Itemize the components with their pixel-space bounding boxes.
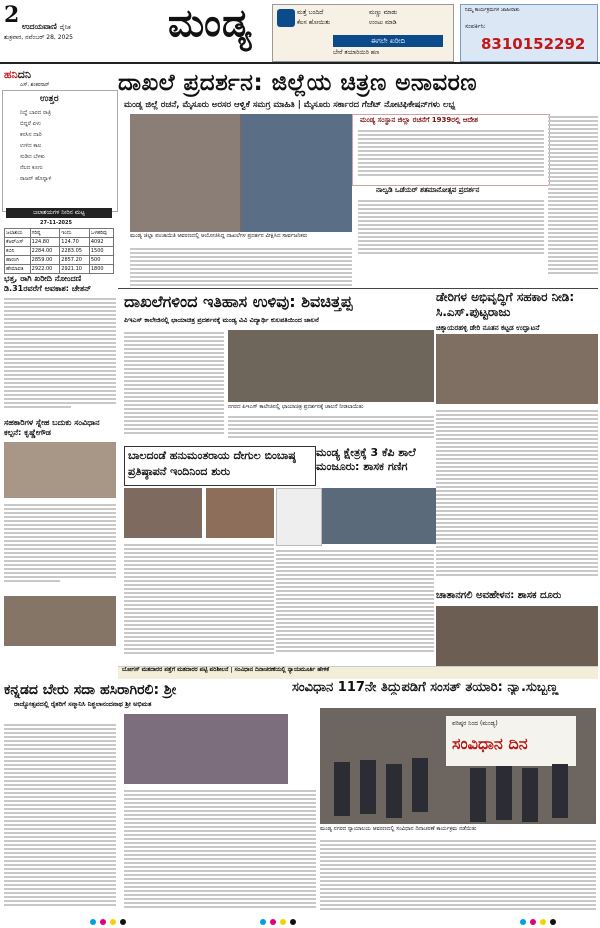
main-photo: [130, 114, 352, 232]
main-photo-caption: ಮಂಡ್ಯ ಜಿಲ್ಲಾ ಪಂಚಾಯಿತಿ ಆವರಣದಲ್ಲಿ ಆಯೋಜಿಸಿದ್ದ ದಾಖಲೆಗಳ ಪ್ರದರ್ಶನ ವೀಕ್ಷಿಸಿದ ಸಾರ್ವಜನಿಕರು: [130, 233, 308, 239]
table-cell: 2922.00: [30, 265, 60, 274]
poem-line: ನಿದ್ದೆ ಬಾರದ ರಾತ್ರಿ: [20, 110, 51, 116]
main-article-body: [130, 246, 352, 288]
story8-body: [320, 838, 596, 914]
table-cell: 2283.05: [60, 247, 90, 256]
table-cell: ಕಬಿನಿ: [5, 247, 31, 256]
table-cell: ಹೇಮಾವತಿ: [5, 265, 31, 274]
banner-top-text: ವರಿಷ್ಠರ ನಿಂದ (ಮಂಡ್ಯ): [452, 720, 498, 727]
person-figure: [334, 762, 350, 816]
reg-mark-black: [550, 919, 556, 925]
table-cell: 1500: [89, 247, 113, 256]
ad-left-text-1: ಮತ್ತೆ ಬಂದಿದೆ: [297, 9, 324, 16]
info-box-1-body: [358, 128, 544, 178]
table-cell: ಹಾರಂಗಿ: [5, 256, 31, 265]
poem-line: ಬಿದ್ದರೆ ಏಳು: [20, 121, 41, 127]
ad-left-text-3: ಮಣ್ಣು ಮಾಡು: [369, 9, 398, 16]
reg-mark-cyan: [260, 919, 266, 925]
story7-subhead: ರಾಜ್ಯೋತ್ಸವದಲ್ಲಿ ರೈತರಿಗೆ ಸನ್ಮಾನಿಸಿ ನಿಶ್ಚಲಾನಂದನಾಥ ಶ್ರೀ ಅಭಿಮತ: [14, 700, 152, 708]
reservoir-table-date: 27-11-2025: [40, 220, 72, 226]
story7-headline: ಕನ್ನಡದ ಬೇರು ಸದಾ ಹಸಿರಾಗಿರಲಿ: ಶ್ರೀ: [4, 682, 177, 698]
print-registration-marks: [0, 916, 600, 928]
story3-headline: ಡೇರಿಗಳ ಅಭಿವೃದ್ಧಿಗೆ ಸಹಕಾರ ನೀಡಿ: ಸಿ.ಎಸ್.ಪುಟ್ಟರಾಜು: [436, 290, 575, 319]
logo-part-a: ಹನಿ: [4, 68, 18, 81]
person-figure: [386, 764, 402, 818]
info-box-1-title: ಮಂಡ್ಯ ಸಂಸ್ಥಾನ ಜಿಲ್ಲಾ ರಚನೆಗೆ 1939ರಲ್ಲಿ ಆದೇಶ: [360, 116, 478, 124]
story2-body-2: [228, 414, 434, 442]
left-headline-2: ಸಹಕಾರಿಗಳ ಸ್ನೇಹ ಬದುಕು ಸಂವಿಧಾನ ಕಲ್ಪನೆ: ಕೃಷ್ಣೇಗೌಡ: [4, 418, 100, 437]
story4-photo-1: [124, 488, 202, 538]
table-cell: 2859.00: [30, 256, 60, 265]
story6-headline: ಚಾತಾನಗಲಿ ಅವಹೇಳನ: ಶಾಸಕ ದೂರು: [436, 590, 562, 601]
ad-logo-icon: [277, 9, 295, 27]
story2-headline: ದಾಖಲೆಗಳಿಂದ ಇತಿಹಾಸ ಉಳಿವು: ಶಿವಚಿತ್ತಪ್ಪ: [124, 292, 353, 311]
story3-photo: [436, 334, 598, 404]
person-figure: [522, 768, 538, 822]
ad-left-text-4: ಉಂಟು ಮಾಡಿ: [369, 19, 397, 26]
reg-mark-magenta: [530, 919, 536, 925]
main-photo-left: [130, 114, 240, 232]
reg-mark-yellow: [280, 919, 286, 925]
honey-dani-logo: [4, 68, 31, 82]
masthead-rule: [0, 62, 600, 64]
info-box-2-title: ನಾಲ್ವಡಿ ಒಡೆಯರ್ ಶತಮಾನೋತ್ಸವ ಪ್ರದರ್ಶನ: [376, 186, 480, 194]
poem-line: ಉಳಿದ ಕಾಲ: [20, 143, 42, 149]
logo-part-b: ದನಿ: [17, 68, 31, 81]
story7-body: [124, 788, 316, 912]
table-cell: 2284.00: [30, 247, 60, 256]
poem-lines: [20, 108, 112, 185]
reg-mark-yellow: [540, 919, 546, 925]
reservoir-table-title: ಜಲಾಶಯಗಳ ನೀರಿನ ಮಟ್ಟ: [6, 208, 112, 218]
person-figure: [470, 768, 486, 822]
story5-photo: [322, 488, 436, 544]
reservoir-table: [4, 228, 114, 274]
left-article-body-1: [4, 296, 116, 414]
story2-subhead: ಪಿಇಎಸ್ ಕಾಲೇಜಿನಲ್ಲಿ ಛಾಯಾಚಿತ್ರ ಪ್ರದರ್ಶನಕ್ಕೆ ಮಂಡ್ಯ ವಿವಿ ವಿದ್ಯಾರ್ಥಿ ಕುಲಪತಿಯಿಂದ ಚಾಲನೆ: [124, 316, 319, 324]
story8-photo-caption: ಮಂಡ್ಯ ನಗರದ ನ್ಯಾಯಾಲಯ ಆವರಣದಲ್ಲಿ ಸಂವಿಧಾನ ದಿನಾಚರಣೆ ಕಾರ್ಯಕ್ರಮ ನಡೆಯಿತು: [320, 826, 477, 832]
reg-mark-yellow: [110, 919, 116, 925]
paper-suffix: ದೈನಿಕ: [59, 24, 71, 31]
story3-subhead: ಚಿಕ್ಕಾಯರಹಳ್ಳಿ ಡೇರಿ ನೂತನ ಕಟ್ಟಡ ಉದ್ಘಾಟನೆ: [436, 324, 540, 332]
reg-mark-black: [120, 919, 126, 925]
story4-inset: [276, 488, 322, 546]
ad-left-button: ಈಗಲೇ ಖರೀದಿ: [333, 35, 443, 47]
table-cell: 500: [89, 256, 113, 265]
main-photo-right: [242, 114, 352, 232]
story7-photo: [124, 714, 288, 784]
table-cell: 2857.20: [60, 256, 90, 265]
poem-line: ಸುಡಿದ ಬೆಳಕು: [20, 154, 45, 160]
person-figure: [360, 760, 376, 814]
table-cell: ಕೆಆರ್‌ಎಸ್: [5, 238, 31, 247]
story2-body-1: [124, 330, 224, 442]
page-number: 2: [4, 2, 20, 28]
main-headline: ದಾಖಲೆ ಪ್ರದರ್ಶನ: ಜಿಲ್ಲೆಯ ಚಿತ್ರಣ ಅನಾವರಣ: [118, 70, 478, 96]
story5-headline: ಮಂಡ್ಯ ಕ್ಷೇತ್ರಕ್ಕೆ 3 ಕೆಪಿ ಶಾಲೆ ಮಂಜೂರು: ಶಾಸಕ ಗಣಿಗ: [316, 446, 416, 473]
table-header-cell: ಒಳಹರಿವು: [89, 229, 113, 238]
info-box-2-body: [358, 198, 544, 256]
advertisement-left: [272, 4, 454, 62]
table-row: [5, 247, 114, 256]
ad-left-text-2: ಕೆಲಸ ಹೋಯಿತು: [297, 19, 331, 26]
ad-right-text-1: ನಿಮ್ಮ ಕಾರ್ಯಕ್ರಮಗಳ ಜಾಹೀರಾತು: [465, 7, 520, 13]
paper-name: [22, 22, 71, 32]
story4-body: [124, 542, 274, 662]
story4-headline: ಬಾಲದಂಡೆ ಹನುಮಂತರಾಯ ದೇಗುಲ ಬಿಂಬಾಷ್ಠ ಪ್ರತಿಷ್ಠಾಪನೆ ಇಂದಿನಿಂದ ಶುರು: [128, 449, 296, 478]
story8-banner: [446, 716, 576, 766]
table-cell: 4092: [89, 238, 113, 247]
poem-line: ಕನಸಿನ ದಾರಿ: [20, 132, 42, 138]
reg-mark-black: [290, 919, 296, 925]
banner-main-text: ಸಂವಿಧಾನ ದಿನ: [452, 734, 528, 753]
left-article-body-3: [4, 722, 116, 912]
right-column-body: [548, 114, 598, 284]
table-header-cell: ಜಲಾಶಯ: [5, 229, 31, 238]
poem-line: ನೆಲದ ಕೂಗು: [20, 165, 43, 171]
story8-headline: ಸಂವಿಧಾನ 117ನೇ ತಿದ್ದುಪಡಿಗೆ ಸಂಸತ್ ತಯಾರಿ: ನ್ಯಾ.ಸುಬ್ಬಣ್ಣ: [292, 680, 559, 695]
advertisement-right: [460, 4, 598, 62]
table-cell: 124.80: [30, 238, 60, 247]
reg-mark-magenta: [100, 919, 106, 925]
left-article-body-2: [4, 502, 116, 594]
left-photo-1: [4, 442, 116, 498]
left-photo-2: [4, 596, 116, 646]
table-row: [5, 256, 114, 265]
story4-photo-2: [206, 488, 274, 538]
story2-photo: [228, 330, 434, 402]
story5-body: [276, 548, 434, 662]
reg-mark-cyan: [520, 919, 526, 925]
column-author: ಎಸ್. ಶಂಕರನಾರ್: [20, 82, 50, 88]
reg-mark-magenta: [270, 919, 276, 925]
issue-date: ಶುಕ್ರವಾರ, ನವೆಂಬರ್ 28, 2025: [4, 34, 73, 41]
ad-right-phone: 8310152292: [481, 35, 586, 53]
table-cell: 1800: [89, 265, 113, 274]
story3-body: [436, 408, 598, 588]
table-header-row: [5, 229, 114, 238]
page-city-title: ಮಂಡ್ಯ: [168, 0, 253, 45]
story6-photo: [436, 606, 598, 666]
person-figure: [412, 758, 428, 812]
main-subhead: ಮಂಡ್ಯ ಜಿಲ್ಲೆ ರಚನೆ, ಮೈಸೂರು ಅರಸರ ಆಳ್ವಿಕೆ ಸಮಗ್ರ ಮಾಹಿತಿ | ಮೈಸೂರು ಸರ್ಕಾರದ ಗೆಜೆಟ್‌ ನೋಟಿಫಿಕೇಷನ್‌ಗಳು ಲಭ್ಯ: [124, 100, 456, 110]
ad-right-text-2: ಸಂಪರ್ಕಿಸಿ:: [465, 23, 486, 30]
person-figure: [552, 764, 568, 818]
reg-mark-cyan: [90, 919, 96, 925]
ad-left-text-5: ಬೇರೆ ತಯಾರಿಯಿರಿ ಹಣ: [333, 49, 380, 56]
story8-photo: [320, 708, 596, 824]
section-divider: [118, 288, 598, 289]
table-header-cell: ಇಂದು: [60, 229, 90, 238]
table-row: [5, 238, 114, 247]
person-figure: [496, 766, 512, 820]
table-row: [5, 265, 114, 274]
poem-title: ಉತ್ತರ: [40, 94, 59, 104]
paper-title: ಉದಯವಾಣಿ: [22, 22, 57, 31]
table-cell: 124.70: [60, 238, 90, 247]
story2-photo-caption: ನಗರದ ಪಿಇಎಸ್ ಕಾಲೇಜಿನಲ್ಲಿ ಛಾಯಾಚಿತ್ರ ಪ್ರದರ್ಶನಕ್ಕೆ ಚಾಲನೆ ನೀಡಲಾಯಿತು: [228, 404, 364, 410]
poem-line: ರಾಜನ್ ಹೊನ್ನಾಳಿ: [20, 176, 52, 182]
news-strip-text: ಬೋಗಸ್ ಮತದಾರರ ಪತ್ತೆಗೆ ಮತದಾರರ ಪಟ್ಟಿ ಪರಿಶೀಲನೆ | ಸಂವಿಧಾನ ದಿನಾಚರಣೆಯಲ್ಲಿ ನ್ಯಾಯಮೂರ್ತಿ ಹೇಳಿಕೆ: [122, 667, 330, 673]
table-cell: 2921.10: [60, 265, 90, 274]
left-headline-1: ಭತ್ತ, ರಾಗಿ ಖರೀದಿ ನೋಂದಣಿ ಡಿ.31ರವರೆಗೆ ಅವಕಾಶ: ಚೇತನ್: [4, 274, 92, 293]
table-header-cell: ಗರಿಷ್ಠ: [30, 229, 60, 238]
